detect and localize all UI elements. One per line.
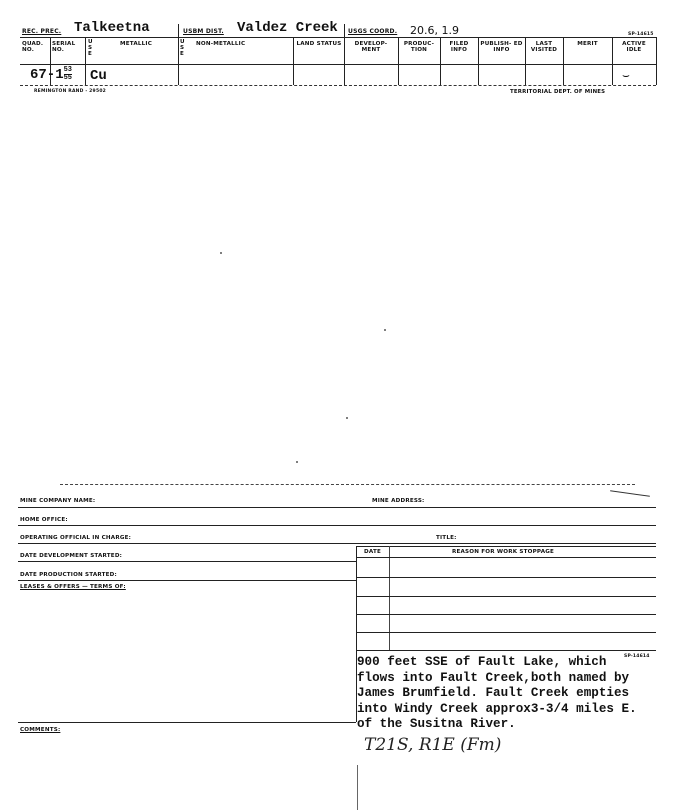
col-sep-end — [656, 37, 657, 85]
quad-serial-value — [30, 67, 72, 83]
table-row-line — [356, 650, 656, 651]
col-sep-prod — [398, 37, 399, 85]
middle-row-line — [20, 64, 656, 65]
col-land-status: LAND STATUS — [296, 41, 342, 47]
line-date-dev — [18, 561, 356, 562]
date-col-label: DATE — [364, 549, 381, 555]
col-sep-merit — [563, 37, 564, 85]
typed-line: flows into Fault Creek,both named by — [357, 670, 630, 685]
comments-label: COMMENTS: — [20, 727, 61, 733]
typed-line: 900 feet SSE of Fault Lake, which — [357, 655, 607, 669]
col-sep-published — [478, 37, 479, 85]
typed-notes — [357, 655, 657, 733]
usbm-dist-value: Valdez Creek — [237, 20, 338, 36]
line-date-prod — [18, 580, 356, 581]
rec-prec-label: REC. PREC. — [22, 28, 62, 35]
remington-label: REMINGTON RAND - 29 — [34, 89, 96, 94]
title-label: TITLE: — [436, 535, 457, 541]
date-production-label: DATE PRODUCTION STARTED: — [20, 572, 117, 578]
line-company — [18, 507, 656, 508]
speck — [384, 329, 386, 331]
line-official — [18, 543, 656, 544]
col-merit: MERIT — [577, 41, 598, 47]
mine-company-label: MINE COMPANY NAME: — [20, 498, 96, 504]
card-top-edge — [60, 484, 635, 485]
table-row-line — [356, 614, 656, 615]
top-row-line — [20, 37, 656, 38]
usgs-coord-value: 20.6, 1.9 — [410, 24, 459, 37]
serial-fraction — [64, 67, 72, 82]
top-form-code: SP-14615 — [628, 32, 654, 37]
col-non-metallic: NON-METALLIC — [196, 41, 246, 47]
line-table-top — [356, 546, 656, 547]
table-row-line — [356, 596, 656, 597]
table-date-sep — [389, 546, 390, 650]
lower-divider — [357, 765, 358, 810]
col-published-info: PUBLISH- ED INFO — [480, 41, 523, 53]
col-sep-last — [525, 37, 526, 85]
line-home — [18, 525, 656, 526]
col-sep-use1 — [85, 37, 86, 85]
corner-mark — [610, 490, 650, 497]
col-use-left: U S E — [88, 39, 93, 57]
date-development-label: DATE DEVELOPMENT STARTED: — [20, 553, 123, 559]
col-metallic: METALLIC — [120, 41, 153, 47]
col-active-idle: ACTIVE IDLE — [622, 41, 646, 53]
col-use-right: U S E — [180, 39, 185, 57]
table-row-line — [356, 557, 656, 558]
operating-official-label: OPERATING OFFICIAL IN CHARGE: — [20, 535, 132, 541]
speck — [296, 461, 298, 463]
rec-prec-value: Talkeetna — [74, 20, 150, 36]
typed-line: of the Susitna River. — [357, 717, 516, 732]
reason-label: REASON FOR WORK STOPPAGE — [452, 549, 555, 555]
col-sep-usgs — [344, 24, 345, 85]
bottom-form-code: SP-14614 — [624, 654, 650, 659]
typed-line: into Windy Creek approx3-3/4 miles E. — [357, 701, 637, 716]
bottom-row-line — [20, 85, 656, 86]
col-serial-no: SERIAL NO. — [52, 41, 76, 53]
line-comments — [18, 722, 356, 723]
col-production: PRODUC- TION — [403, 41, 435, 53]
serial-fraction-bottom: 55 — [63, 74, 73, 82]
home-office-label: HOME OFFICE: — [20, 517, 68, 523]
mine-address-label: MINE ADDRESS: — [372, 498, 425, 504]
col-sep-usbm — [178, 24, 179, 85]
table-row-line — [356, 632, 656, 633]
col-last-visited: LAST VISITED — [530, 41, 558, 53]
speck — [346, 417, 348, 419]
leases-label: LEASES & OFFERS — TERMS OF: — [20, 584, 126, 590]
table-row-line — [356, 577, 656, 578]
usbm-dist-label: USBM DIST. — [183, 28, 224, 35]
col-development: DEVELOP- MENT — [354, 41, 388, 53]
col-sep-active — [612, 37, 613, 85]
col-quad-no: QUAD. NO. — [22, 41, 44, 53]
metallic-value: Cu — [90, 68, 107, 84]
col-sep-filed — [440, 37, 441, 85]
usgs-coord-label: USGS COORD. — [348, 28, 398, 35]
active-idle-mark: ⌣ — [622, 68, 630, 82]
col-sep-land — [293, 37, 294, 85]
remington-code: 502 — [96, 89, 106, 94]
col-filed-info: FILED INFO — [449, 41, 469, 53]
quad-serial-main: 67-1 — [30, 67, 64, 84]
speck — [220, 252, 222, 254]
territorial-label: TERRITORIAL DEPT. OF MINES — [510, 89, 606, 95]
serial-fraction-top: 53 — [63, 66, 73, 74]
typed-line: James Brumfield. Fault Creek empties — [357, 686, 630, 701]
handwritten-location: T21S, R1E (Fm) — [364, 735, 502, 755]
